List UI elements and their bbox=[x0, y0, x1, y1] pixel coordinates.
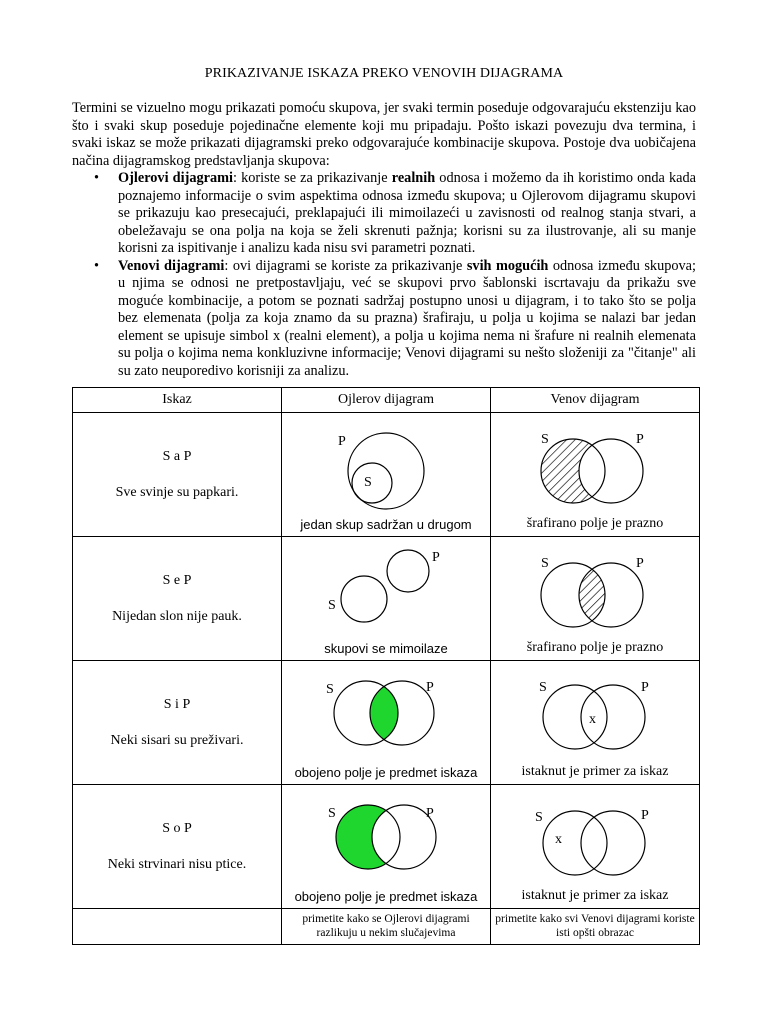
set-s-label: S bbox=[328, 598, 336, 613]
iskaz-code: S a P bbox=[162, 449, 192, 464]
venn-cell bbox=[491, 413, 700, 537]
table-row bbox=[73, 537, 700, 661]
venn-caption: istaknut je primer za iskaz bbox=[521, 764, 669, 779]
euler-caption: obojeno polje je predmet iskaza bbox=[294, 765, 478, 780]
element-mark: x bbox=[589, 712, 596, 727]
bullet-term: Ojlerovi dijagrami bbox=[118, 170, 234, 186]
set-s-label: S bbox=[541, 556, 549, 571]
header-euler: Ojlerov dijagram bbox=[282, 388, 491, 413]
iskaz-cell bbox=[73, 661, 282, 785]
venn-caption: istaknut je primer za iskaz bbox=[521, 888, 669, 903]
set-p-circle bbox=[581, 811, 645, 875]
document-title: PRIKAZIVANJE ISKAZA PREKO VENOVIH DIJAGRAMA bbox=[204, 66, 564, 81]
venn-cell bbox=[491, 661, 700, 785]
note-euler: primetite kako se Ojlerovi dijagrami razlikuju u nekim slučajevima bbox=[282, 909, 491, 945]
iskaz-code: S o P bbox=[162, 821, 192, 836]
iskaz-cell bbox=[73, 413, 282, 537]
euler-caption: obojeno polje je predmet iskaza bbox=[294, 889, 478, 904]
set-p-label: P bbox=[432, 550, 440, 565]
set-p-label: P bbox=[641, 680, 649, 695]
set-p-label: P bbox=[426, 806, 434, 821]
set-s-label: S bbox=[535, 810, 543, 825]
set-s-label: S bbox=[328, 806, 336, 821]
element-mark: x bbox=[555, 832, 562, 847]
note-cell-empty bbox=[73, 909, 282, 945]
set-p-label: P bbox=[338, 434, 346, 449]
euler-caption: skupovi se mimoilaze bbox=[324, 641, 448, 656]
diagram-table bbox=[72, 387, 700, 945]
iskaz-cell bbox=[73, 537, 282, 661]
set-p-circle bbox=[387, 550, 429, 592]
iskaz-code: S e P bbox=[162, 573, 192, 588]
set-p-label: P bbox=[426, 680, 434, 695]
notes-row bbox=[73, 909, 700, 945]
header-iskaz: Iskaz bbox=[73, 388, 282, 413]
intro-paragraph: Termini se vizuelno mogu prikazati pomoću skupova, jer svaki termin poseduje odgovarajuću ekstenziju kao što i svaki skup poseduje pojedinačne elemente koji mu pripadaju. Pošto iskazi povezuju dva termina, i svaki iskaz se može prikazati dijagramski preko odgovarajuće kombinacije skupova. Postoje dva uobičajena načina dijagramskog predstavljanja skupova: bbox=[72, 100, 696, 169]
header-venn: Venov dijagram bbox=[491, 388, 700, 413]
euler-cell bbox=[282, 537, 491, 661]
iskaz-example: Nijedan slon nije pauk. bbox=[112, 609, 242, 624]
venn-caption: šrafirano polje je prazno bbox=[526, 640, 664, 655]
bullet-euler: • Ojlerovi dijagrami: koriste se za prikazivanje realnih odnosa i možemo da ih koristimo onda kada poznajemo informacije o svim aspektima odnosa između skupova; u Ojlerovom dijagramu skupovi se prikazuju kao presecajući, preklapajući ili mimoilazeći u zavisnosti od realnog stanja stvari, a obeležavaju se ona polja na koja se želi skrenuti pažnja; korisni su za ilustrovanje, ali su manje korisni za ispitivanje i analizu kada nisu svi parametri poznati. bbox=[94, 170, 696, 256]
iskaz-example: Neki strvinari nisu ptice. bbox=[107, 857, 247, 872]
euler-caption: jedan skup sadržan u drugom bbox=[300, 517, 472, 532]
note-venn: primetite kako svi Venovi dijagrami koriste isti opšti obrazac bbox=[491, 909, 700, 945]
bullet-list bbox=[72, 170, 696, 380]
bullet-icon: • bbox=[94, 257, 100, 274]
set-s-circle bbox=[341, 576, 387, 622]
venn-caption: šrafirano polje je prazno bbox=[526, 516, 664, 531]
bullet-term: Venovi dijagrami bbox=[118, 257, 225, 274]
iskaz-cell bbox=[73, 785, 282, 909]
table-row bbox=[73, 785, 700, 909]
set-s-circle bbox=[352, 463, 392, 503]
set-s-label: S bbox=[364, 475, 372, 490]
set-s-label: S bbox=[326, 682, 334, 697]
euler-cell bbox=[282, 413, 491, 537]
set-p-label: P bbox=[636, 556, 644, 571]
set-s-label: S bbox=[541, 432, 549, 447]
euler-cell bbox=[282, 785, 491, 909]
venn-cell bbox=[491, 537, 700, 661]
venn-cell bbox=[491, 785, 700, 909]
iskaz-example: Neki sisari su preživari. bbox=[110, 733, 244, 748]
bullet-icon: • bbox=[94, 170, 100, 186]
iskaz-code: S i P bbox=[163, 697, 191, 712]
iskaz-example: Sve svinje su papkari. bbox=[115, 485, 239, 500]
set-p-label: P bbox=[636, 432, 644, 447]
set-p-label: P bbox=[641, 808, 649, 823]
table-row bbox=[73, 661, 700, 785]
set-s-circle bbox=[543, 811, 607, 875]
bullet-venn: • Venovi dijagrami: ovi dijagrami se koriste za prikazivanje svih mogućih odnosa između skupova; u njima se odnosi ne pretpostavljaju, već se skupovi prvo šablonski iscrtavaju da prikažu sve moguće kombinacije, a potom se poznati sadržaj postupno unosi u dijagram, i to tako što se polja bez elemenata (polja za koja znamo da su prazna) šrafiraju, u polja u kojima se nalazi bar jedan element se upisuje simbol x (realni element), a polja u kojima nema ni šrafure ni realnih elemenata su polja o kojima nema konkluzivne informacije; Venovi dijagrami su nešto složeniji za "čitanje" ali su zato neuporedivo korisniji za analizu. bbox=[94, 257, 696, 379]
set-s-label: S bbox=[539, 680, 547, 695]
set-s-circle bbox=[543, 685, 607, 749]
table-row bbox=[73, 413, 700, 537]
euler-cell bbox=[282, 661, 491, 785]
